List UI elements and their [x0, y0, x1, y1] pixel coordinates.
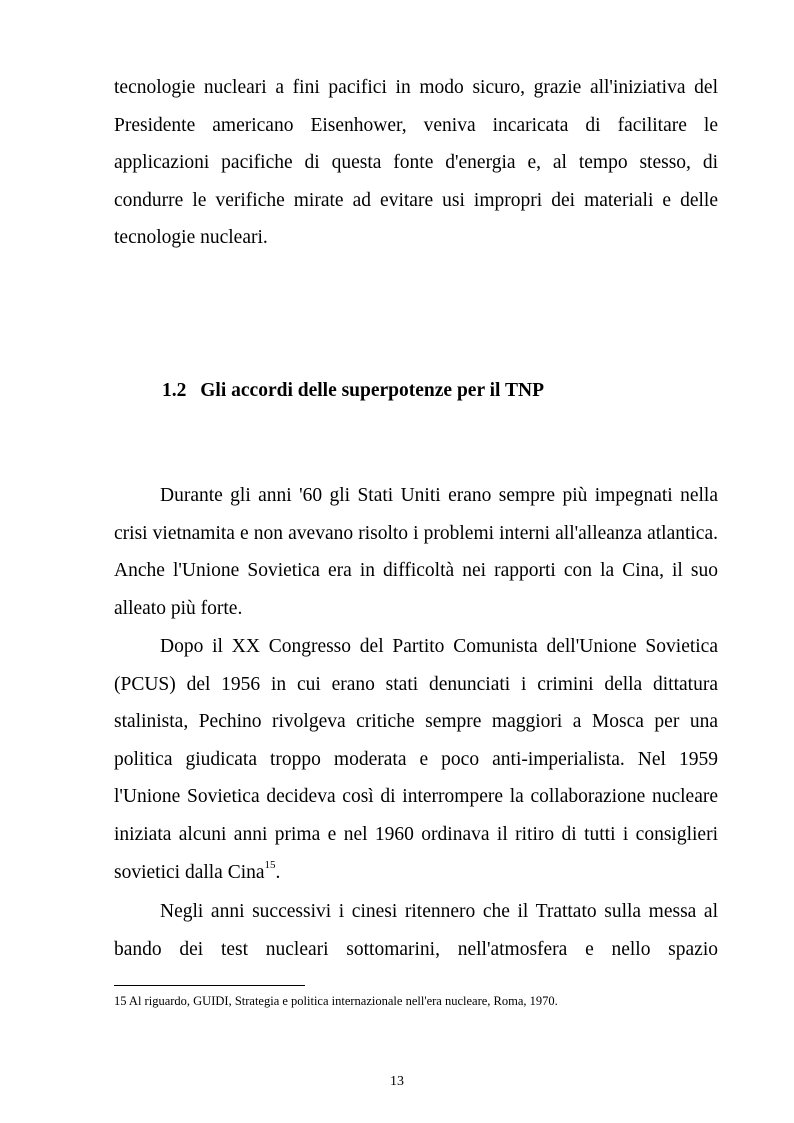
paragraph-2-text: Dopo il XX Congresso del Partito Comunista dell'Unione Sovietica (PCUS) del 1956 in cui erano stati denunciati i crimini della dittatura stalinista, Pechino rivolgeva critiche sempre maggiori a Mosca per una politica giudicata troppo moderata e poco anti-imperialista. Nel 1959 l'Unione Sovietica decideva così di interrompere la collaborazione nucleare iniziata alcuni anni prima e nel 1960 ordinava il ritiro di tutti i consiglieri sovietici dalla Cina	[114, 636, 718, 883]
page-number: 13	[390, 1074, 404, 1089]
section-number: 1.2	[162, 380, 187, 401]
paragraph-3: Negli anni successivi i cinesi ritennero che il Trattato sulla messa al bando dei test nucleari sottomarini, nell'atmosfera e nello spazio	[114, 901, 718, 960]
footnote-15: 15 Al riguardo, GUIDI, Strategia e politica internazionale nell'era nucleare, Roma, 1970.	[114, 994, 558, 1008]
footnote-reference[interactable]: 15	[264, 859, 276, 872]
section-heading	[162, 380, 544, 402]
section-title: Gli accordi delle superpotenze per il TNP	[200, 380, 544, 401]
paragraph-2	[114, 628, 718, 891]
paragraph-1: Durante gli anni '60 gli Stati Uniti erano sempre più impegnati nella crisi vietnamita e non avevano risolto i problemi interni all'alleanza atlantica. Anche l'Unione Sovietica era in difficoltà nei rapporti con la Cina, il suo alleato più forte.	[114, 485, 718, 619]
paragraph-2-end: .	[275, 861, 281, 883]
footnote-separator	[114, 985, 305, 986]
intro-paragraph: tecnologie nucleari a fini pacifici in modo sicuro, grazie all'iniziativa del Presidente americano Eisenhower, veniva incaricata di facilitare le applicazioni pacifiche di questa fonte d'energia e, al tempo stesso, di condurre le verifiche mirate ad evitare usi impropri dei materiali e delle tecnologie nucleari.	[114, 77, 718, 249]
